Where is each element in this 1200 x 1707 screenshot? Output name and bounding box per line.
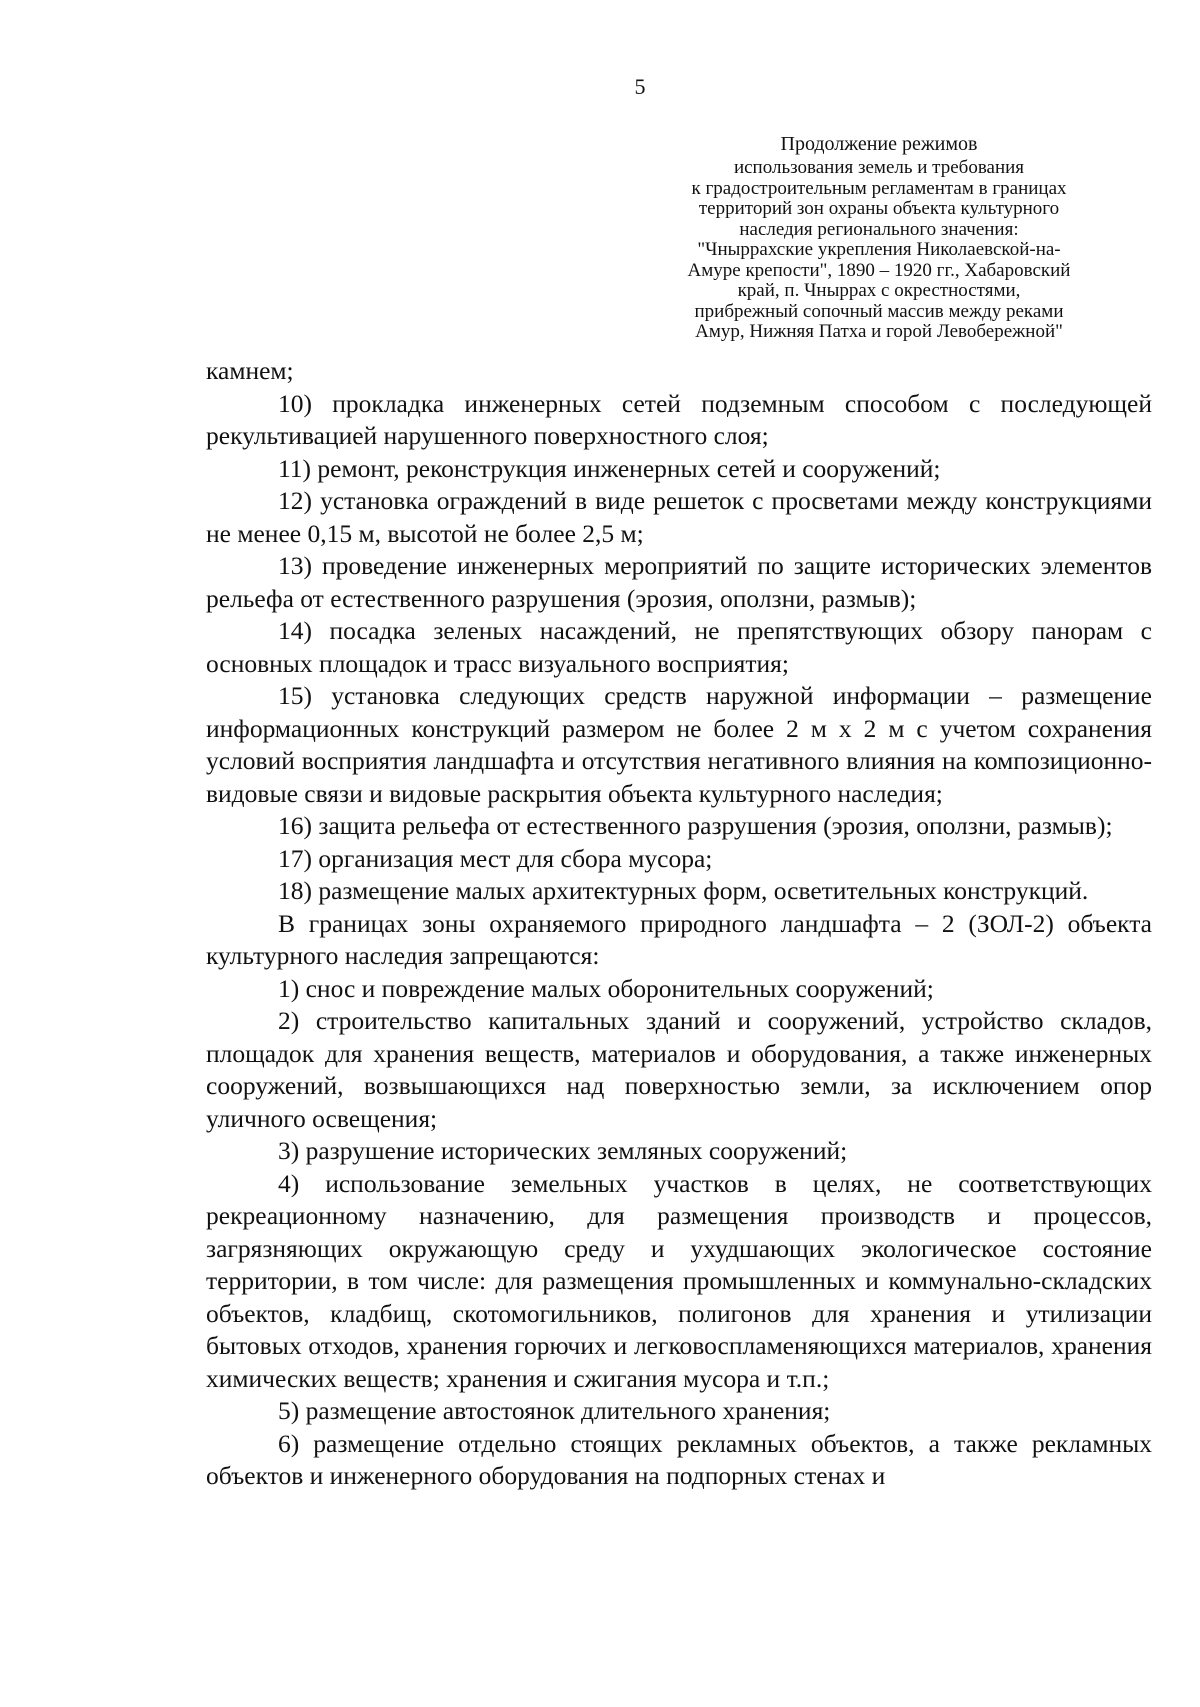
header-line: использования земель и требования xyxy=(733,157,1025,178)
header-line: территорий зон охраны объекта культурного xyxy=(698,198,1060,219)
header-line: наследия регионального значения: xyxy=(739,218,1019,240)
header-line: Амур, Нижняя Патха и горой Левобережной" xyxy=(695,321,1063,342)
body-paragraph: 6) размещение отдельно стоящих рекламных объектов, а также рекламных объектов и инженерного оборудования на подпорных стенах и xyxy=(206,1428,1152,1490)
header-title: Продолжение режимов xyxy=(780,133,978,155)
body-paragraph: 15) установка следующих средств наружной информации – размещение информационных конструкций размером не более 2 м х 2 м с учетом сохранения условий восприятия ландшафта и отсутствия негативного влияния на композиционно-видовые связи и видовые раскрытия объекта культурного наследия; xyxy=(206,681,1152,808)
body-paragraph: 3) разрушение исторических земляных сооружений; xyxy=(278,1136,848,1165)
body-paragraph: 14) посадка зеленых насаждений, не препятствующих обзору панорам с основных площадок и трасс визуального восприятия; xyxy=(206,616,1152,678)
header-line: прибрежный сопочный массив между реками xyxy=(694,300,1064,322)
body-paragraph: В границах зоны охраняемого природного ландшафта – 2 (ЗОЛ-2) объекта культурного наследия запрещаются: xyxy=(206,908,1152,970)
document-header xyxy=(605,130,1153,343)
body-paragraph: 11) ремонт, реконструкция инженерных сетей и сооружений; xyxy=(278,453,941,483)
body-paragraph: 13) проведение инженерных мероприятий по защите исторических элементов рельефа от естественного разрушения (эрозия, оползни, размыв); xyxy=(206,551,1152,613)
body-paragraph: 5) размещение автостоянок длительного хранения; xyxy=(278,1396,831,1425)
body-paragraph: 16) защита рельефа от естественного разрушения (эрозия, оползни, размыв); xyxy=(278,811,1113,840)
header-line: Амуре крепости", 1890 – 1920 гг., Хабаровский xyxy=(687,259,1071,281)
body-paragraph: 17) организация мест для сбора мусора; xyxy=(278,843,713,873)
header-line: "Чныррахские укрепления Николаевской-на- xyxy=(697,239,1061,260)
header-line: край, п. Чныррах с окрестностями, xyxy=(737,280,1021,301)
page-number: 5 xyxy=(634,74,646,99)
body-paragraph: 18) размещение малых архитектурных форм, осветительных конструкций. xyxy=(278,876,1089,905)
header-line: к градостроительным регламентам в границах xyxy=(691,177,1067,199)
body-paragraph: 1) снос и повреждение малых оборонительных сооружений; xyxy=(278,973,934,1003)
body-paragraph: 10) прокладка инженерных сетей подземным способом с последующей рекультивацией нарушенного поверхностного слоя; xyxy=(206,388,1152,450)
body-paragraph: 12) установка ограждений в виде решеток с просветами между конструкциями не менее 0,15 м, высотой не более 2,5 м; xyxy=(206,486,1152,548)
body-paragraph: камнем; xyxy=(206,356,294,385)
document-body xyxy=(206,355,1152,1493)
body-paragraph: 2) строительство капитальных зданий и сооружений, устройство складов, площадок для хранения веществ, материалов и оборудования, а также инженерных сооружений, возвышающихся над поверхностью земли, за исключением опор уличного освещения; xyxy=(206,1006,1152,1133)
body-paragraph: 4) использование земельных участков в целях, не соответствующих рекреационному назначению, для размещения производств и процессов, загрязняющих окружающую среду и ухудшающих экологическое состояние территории, в том числе: для размещения промышленных и коммунально-складских объектов, кладбищ, скотомогильников, полигонов для хранения и утилизации бытовых отходов, хранения горючих и легковоспламеняющихся материалов, хранения химических веществ; хранения и сжигания мусора и т.п.; xyxy=(206,1168,1152,1393)
